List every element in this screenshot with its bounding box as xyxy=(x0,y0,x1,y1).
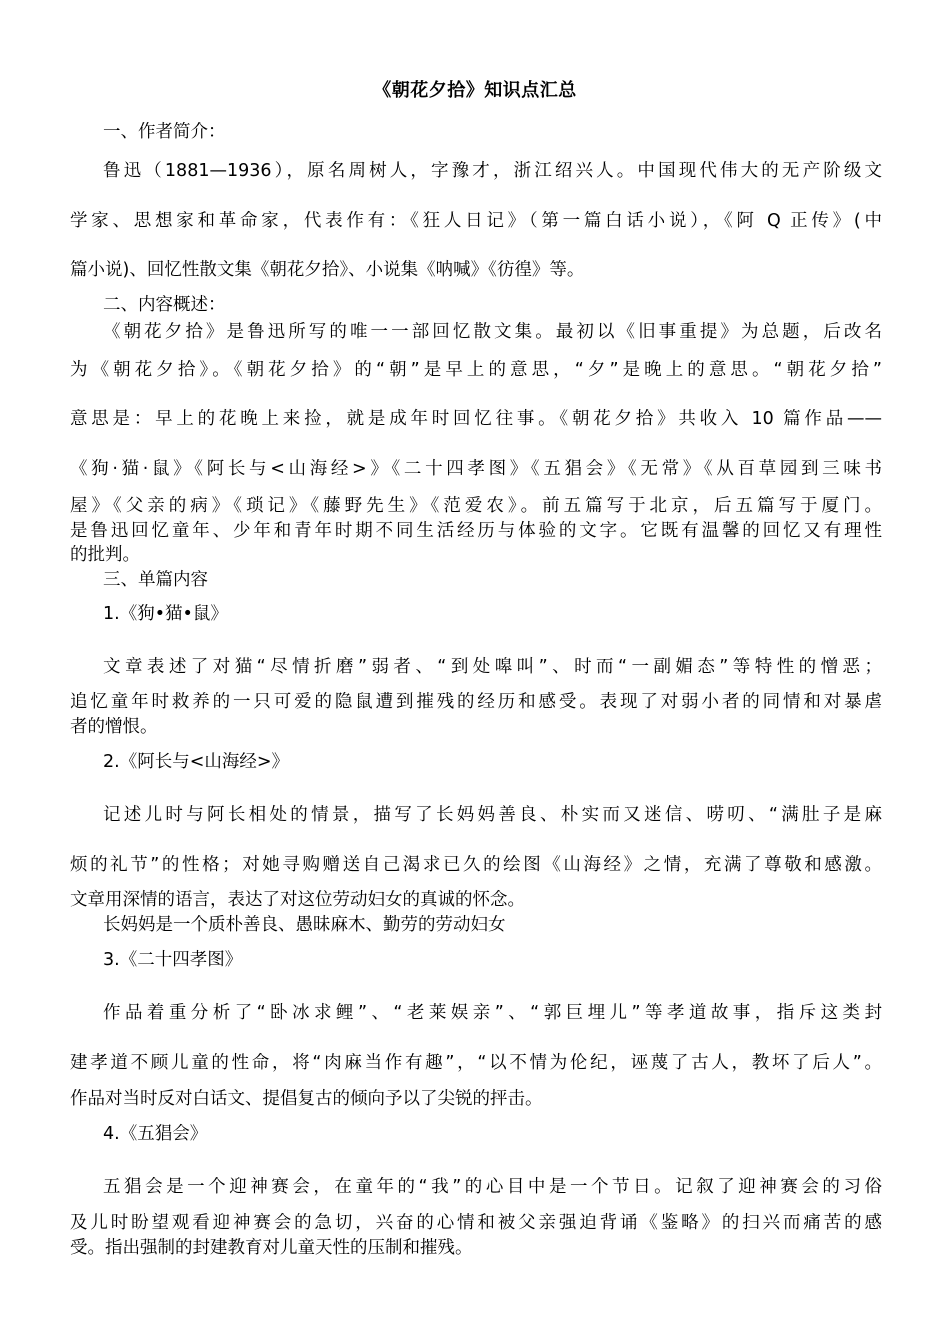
paragraph-line: 鲁迅（1881—1936），原名周树人，字豫才，浙江绍兴人。中国现代伟大的无产阶级文 xyxy=(103,161,882,181)
paragraph-line: 为《朝花夕拾》。《朝花夕拾》的“朝”是早上的意思，“夕”是晚上的意思。“朝花夕拾” xyxy=(70,360,882,380)
paragraph-line: 受。指出强制的封建教育对儿童天性的压制和摧残。 xyxy=(70,1238,473,1258)
paragraph-line: 作品对当时反对白话文、提倡复古的倾向予以了尖锐的抨击。 xyxy=(70,1089,543,1109)
paragraph-line: 五猖会是一个迎神赛会，在童年的“我”的心目中是一个节日。记叙了迎神赛会的习俗 xyxy=(103,1177,882,1197)
chapter-heading: 4.《五猖会》 xyxy=(103,1124,208,1144)
section-heading-author: 一、作者简介： xyxy=(103,122,226,142)
paragraph-line: 文章用深情的语言，表达了对这位劳动妇女的真诚的怀念。 xyxy=(70,890,525,910)
paragraph-line: 者的憎恨。 xyxy=(70,717,158,737)
paragraph-line: 作品着重分析了“卧冰求鲤”、“老莱娱亲”、“郭巨埋儿”等孝道故事，指斥这类封 xyxy=(103,1003,882,1023)
paragraph-line: 《朝花夕拾》是鲁迅所写的唯一一部回忆散文集。最初以《旧事重提》为总题，后改名 xyxy=(103,322,882,342)
paragraph-line: 文章表述了对猫“尽情折磨”弱者、“到处嗥叫”、时而“一副媚态”等特性的憎恶； xyxy=(103,657,882,677)
paragraph-line: 记述儿时与阿长相处的情景，描写了长妈妈善良、朴实而又迷信、唠叨、“满肚子是麻 xyxy=(103,805,882,825)
chapter-heading: 1.《狗•猫•鼠》 xyxy=(103,604,228,624)
paragraph-line: 《狗·猫·鼠》《阿长与<山海经>》《二十四孝图》《五猖会》《无常》《从百草园到三味书 xyxy=(70,459,882,479)
paragraph-line: 篇小说)、回忆性散文集《朝花夕拾》、小说集《呐喊》《彷徨》等。 xyxy=(70,260,585,280)
paragraph-line: 及儿时盼望观看迎神赛会的急切，兴奋的心情和被父亲强迫背诵《鉴略》的扫兴而痛苦的感 xyxy=(70,1213,882,1233)
chapter-heading: 2.《阿长与<山海经>》 xyxy=(103,752,290,772)
paragraph-line: 建孝道不顾儿童的性命，将“肉麻当作有趣”，“以不情为伦纪，诬蔑了古人，教坏了后人”。 xyxy=(70,1053,882,1073)
document-title: 《朝花夕拾》知识点汇总 xyxy=(373,80,577,101)
section-heading-chapters: 三、单篇内容 xyxy=(103,570,208,590)
paragraph-line: 的批判。 xyxy=(70,545,140,565)
chapter-heading: 3.《二十四孝图》 xyxy=(103,950,243,970)
paragraph-line: 意思是：早上的花晚上来捡，就是成年时回忆往事。《朝花夕拾》共收入 10 篇作品—— xyxy=(70,409,882,429)
paragraph-line: 追忆童年时救养的一只可爱的隐鼠遭到摧残的经历和感受。表现了对弱小者的同情和对暴虐 xyxy=(70,692,882,712)
paragraph-line: 是鲁迅回忆童年、少年和青年时期不同生活经历与体验的文字。它既有温馨的回忆又有理性 xyxy=(70,521,882,541)
paragraph-line: 长妈妈是一个质朴善良、愚昧麻木、勤劳的劳动妇女 xyxy=(103,915,506,935)
paragraph-line: 屋》《父亲的病》《琐记》《藤野先生》《范爱农》。前五篇写于北京，后五篇写于厦门。 xyxy=(70,496,882,516)
paragraph-line: 学家、思想家和革命家，代表作有：《狂人日记》（第一篇白话小说），《阿 Q 正传》(中 xyxy=(70,211,882,231)
section-heading-summary: 二、内容概述： xyxy=(103,295,226,315)
paragraph-line: 烦的礼节”的性格；对她寻购赠送自己渴求已久的绘图《山海经》之情，充满了尊敬和感激。 xyxy=(70,855,882,875)
